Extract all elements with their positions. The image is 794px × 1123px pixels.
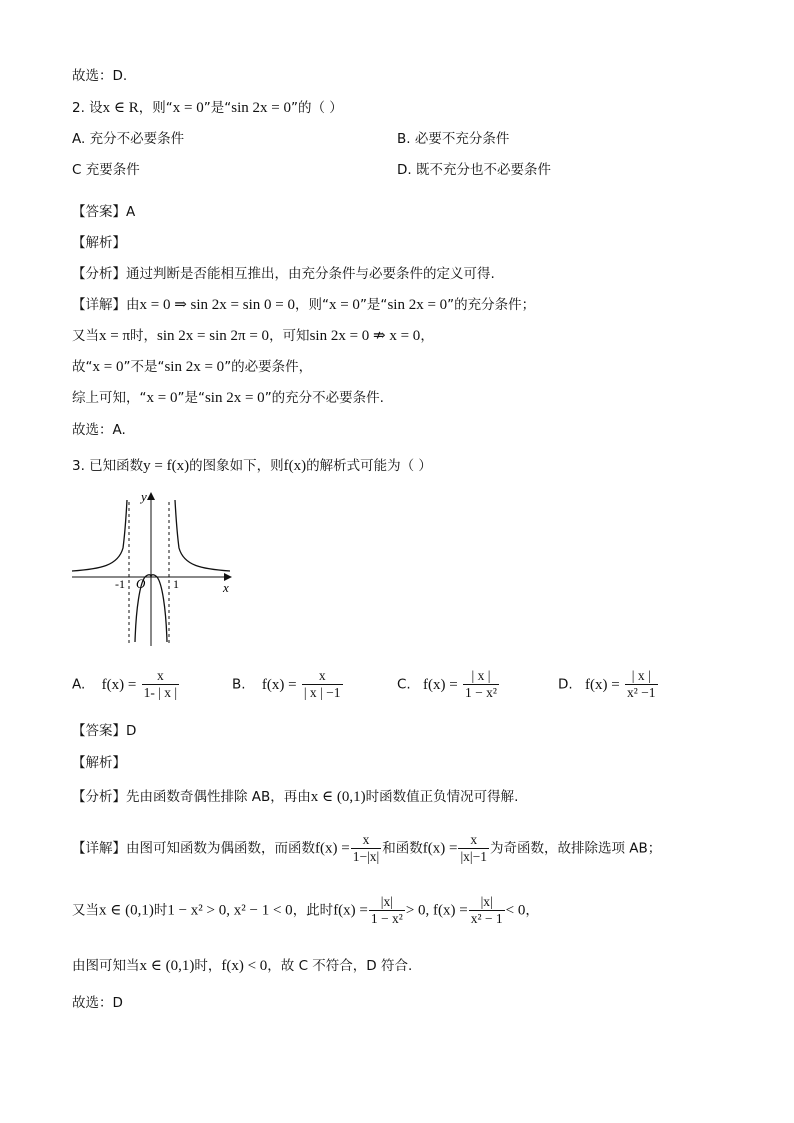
curve-right-branch xyxy=(175,500,230,571)
q3-option-c: C. f(x) = $\frac{| x |}{\text{1 − x²}}$ xyxy=(397,668,497,700)
q2-detail-line-2: 又当x = π时，sin 2x = sin 2π = 0，可知sin 2x = 0 ⇏ x = 0， xyxy=(72,328,434,344)
q2-analysis-heading: 【解析】 xyxy=(72,235,126,251)
graph-origin-label: O xyxy=(136,576,146,591)
q2-option-c: C 充要条件 xyxy=(72,162,140,178)
curve-left-branch xyxy=(72,500,127,571)
q3-detail-line-1: 【详解】由图可知函数为偶函数，而函数f(x) = $\frac{x}{1-|x|}$ 和函数f(x) = $\frac{x}{|x|-1}$ 为奇函数，故排除选项 AB； xyxy=(72,832,662,864)
graph-tick-neg: -1 xyxy=(115,577,125,591)
q2-option-d: D. 既不充分也不必要条件 xyxy=(397,162,551,178)
q3-detail-line-2: 又当x ∈ (0,1)时1 − x² > 0, x² − 1 < 0，此时f(x) = $\frac{|x|}{\text{1 − x²}}$ > 0, f(x) = $\frac{|x|}{\text{x² − 1}}$ < 0， xyxy=(72,894,539,926)
prev-answer: 故选：D. xyxy=(72,68,128,84)
q2-detail-line-4: 综上可知，“x = 0”是“sin 2x = 0”的充分不必要条件. xyxy=(72,390,384,406)
q3-option-b: B. f(x) = $\frac{x}{| x | -1}$ xyxy=(232,668,341,700)
q2-detail-line-3: 故“x = 0”不是“sin 2x = 0”的必要条件， xyxy=(72,359,313,375)
q2-fenxi: 【分析】通过判断是否能相互推出，由充分条件与必要条件的定义可得. xyxy=(72,266,495,282)
graph-y-label: y xyxy=(141,489,147,504)
q3-final: 故选：D xyxy=(72,995,123,1011)
q3-option-a: A. f(x) = $\frac{x}{1- | x |}$ xyxy=(72,668,178,700)
q2-option-b: B. 必要不充分条件 xyxy=(397,131,510,147)
q3-stem: 3. 已知函数y = f(x)的图象如下，则f(x)的解析式可能为（ ） xyxy=(72,458,432,474)
graph-tick-pos: 1 xyxy=(173,577,179,591)
q2-answer: 【答案】A xyxy=(72,204,136,220)
q2-stem: 2. 设x ∈ R，则“x = 0”是“sin 2x = 0”的（ ） xyxy=(72,100,343,116)
q3-function-graph xyxy=(70,488,240,648)
q3-analysis-heading: 【解析】 xyxy=(72,755,126,771)
q2-final: 故选：A. xyxy=(72,422,126,438)
q2-option-a: A. 充分不必要条件 xyxy=(72,131,185,147)
graph-x-label: x xyxy=(223,580,229,595)
q3-fenxi: 【分析】先由函数奇偶性排除 AB，再由x ∈ (0,1)时函数值正负情况可得解. xyxy=(72,789,519,805)
q3-option-d: D. f(x) = $\frac{| x |}{\text{x² −1}}$ xyxy=(558,668,656,700)
q3-answer: 【答案】D xyxy=(72,723,137,739)
q3-detail-line-3: 由图可知当x ∈ (0,1)时，f(x) < 0，故 C 不符合，D 符合. xyxy=(72,958,413,974)
q2-detail-line-1: 【详解】由x = 0 ⇒ sin 2x = sin 0 = 0，则“x = 0”是“sin 2x = 0”的充分条件； xyxy=(72,297,536,313)
